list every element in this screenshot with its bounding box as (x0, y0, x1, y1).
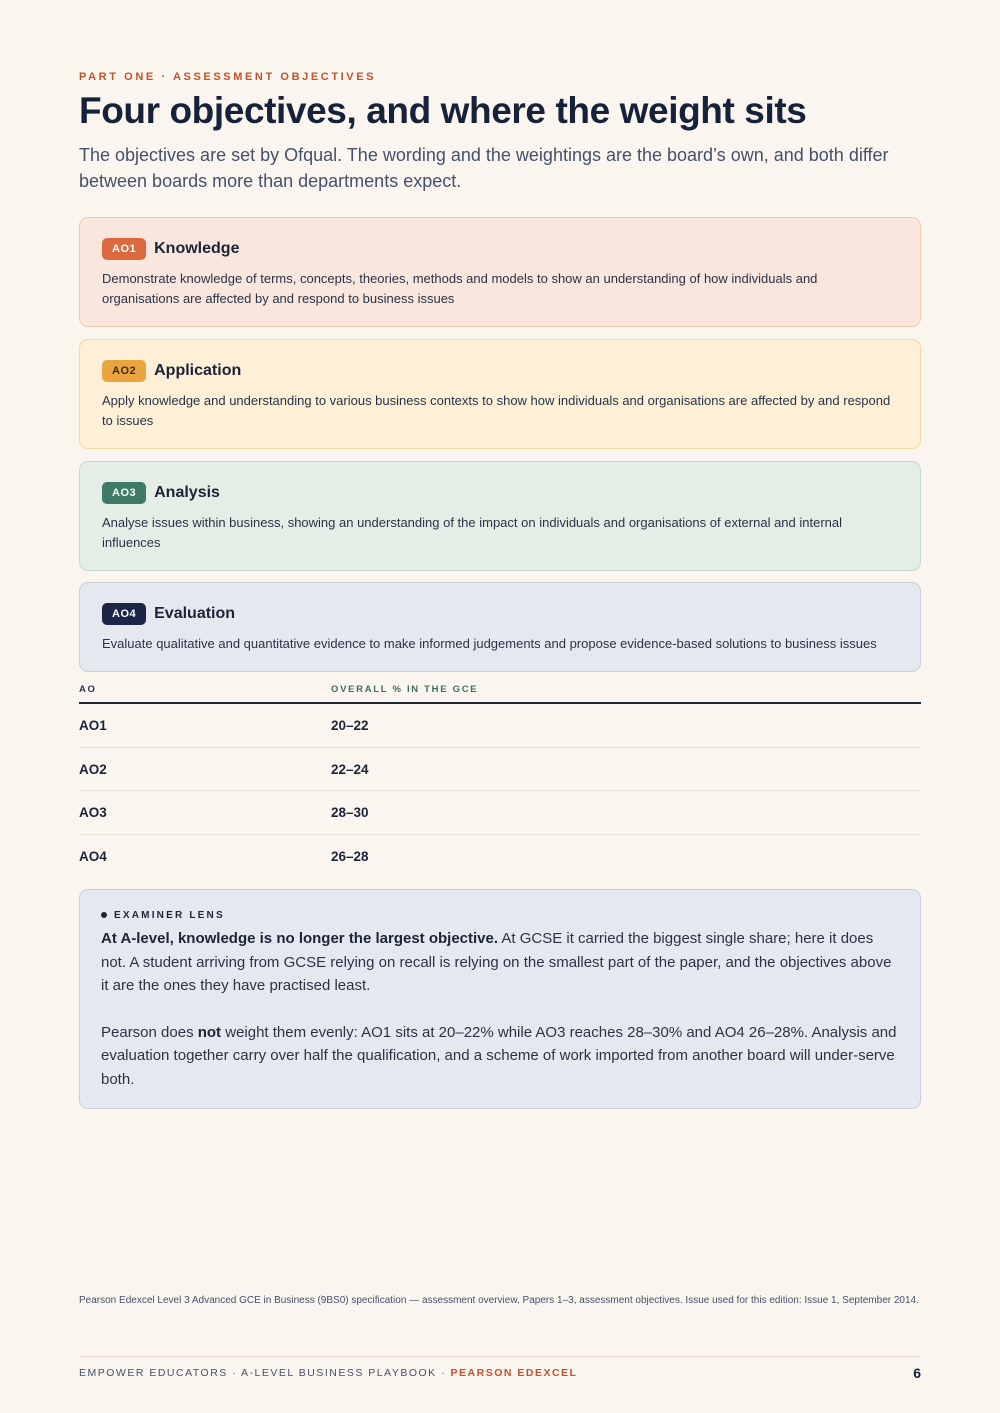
objective-badge: AO4 (102, 603, 146, 625)
objective-description: Analyse issues within business, showing an understanding of the impact on individuals and organisations of external and internal influences (102, 515, 843, 550)
objective-card-ao1 (79, 217, 921, 327)
objective-card-ao2 (79, 339, 921, 449)
column-header-ao: AO (79, 684, 97, 695)
objective-name: Analysis (154, 484, 220, 501)
objective-name: Knowledge (154, 240, 240, 257)
callout-paragraph-1 (101, 927, 901, 998)
table-row (79, 791, 921, 835)
objective-card-ao3 (79, 461, 921, 571)
table-row (79, 704, 921, 748)
row-percentage: 28–30 (331, 805, 369, 820)
objective-name: Evaluation (154, 605, 236, 622)
row-percentage: 20–22 (331, 718, 369, 733)
column-header-percentage: OVERALL % IN THE GCE (331, 684, 479, 695)
row-percentage: 22–24 (331, 761, 369, 777)
objective-description: Evaluate qualitative and quantitative evidence to make informed judgements and propose evidence-based solutions to business issues (102, 636, 877, 651)
table-header (79, 682, 921, 704)
table-row (79, 835, 921, 879)
objective-description: Demonstrate knowledge of terms, concepts, theories, methods and models to show an understanding of how individuals and organisations are affected by and respond to business issues (102, 271, 818, 306)
callout-text: At GCSE it carried the biggest single share; here it does not. A student arriving from GCSE relying on recall is relying on the smallest part of the paper, and the objectives above it are the ones they have practised least. (101, 930, 892, 994)
footer-text: EMPOWER EDUCATORS · A-LEVEL BUSINESS PLAYBOOK · (79, 1367, 451, 1379)
bullet-dot-icon (101, 912, 107, 918)
examiner-lens-callout (79, 889, 921, 1109)
section-kicker: PART ONE · ASSESSMENT OBJECTIVES (79, 71, 377, 83)
footer-brand: PEARSON EDEXCEL (450, 1367, 578, 1379)
page-title: Four objectives, and where the weight sits (79, 90, 807, 131)
objective-badge: AO3 (102, 482, 146, 504)
page-subtitle: The objectives are set by Ofqual. The wording and the weightings are the board’s own, and both differ between boards more than departments expect. (79, 145, 889, 191)
objective-name: Application (154, 362, 242, 379)
row-ao: AO2 (79, 761, 107, 777)
callout-paragraph-2 (101, 1021, 901, 1092)
objective-badge: AO1 (102, 238, 146, 260)
table-row (79, 748, 921, 792)
row-ao: AO4 (79, 848, 107, 864)
page-footer (79, 1367, 921, 1381)
source-note: Pearson Edexcel Level 3 Advanced GCE in Business (9BS0) specification — assessment overview, Papers 1–3, assessment objectives. Issue used for this edition: Issue 1, September 2014. (79, 1295, 919, 1306)
objective-description: Apply knowledge and understanding to various business contexts to show how individuals and organisations are affected by and respond to issues (102, 393, 891, 428)
callout-emphasis: not (197, 1023, 222, 1041)
callout-text: weight them evenly: AO1 sits at 20–22% while AO3 reaches 28–30% and AO4 26–28%. Analysis and evaluation together carry over half the qualification, and a scheme of work imported from another board will under-serve both. (101, 1023, 897, 1088)
row-percentage: 26–28 (331, 848, 369, 864)
objective-card-ao4 (79, 582, 921, 672)
callout-label: EXAMINER LENS (114, 909, 225, 921)
callout-emphasis: At A-level, knowledge is no longer the largest objective. (101, 930, 499, 947)
footer-divider (79, 1356, 921, 1357)
row-ao: AO1 (79, 718, 107, 733)
weightings-table (79, 682, 921, 878)
page (79, 0, 921, 1413)
objective-badge: AO2 (102, 360, 146, 382)
row-ao: AO3 (79, 805, 107, 820)
callout-text: Pearson does (101, 1023, 198, 1041)
page-number: 6 (913, 1365, 921, 1381)
